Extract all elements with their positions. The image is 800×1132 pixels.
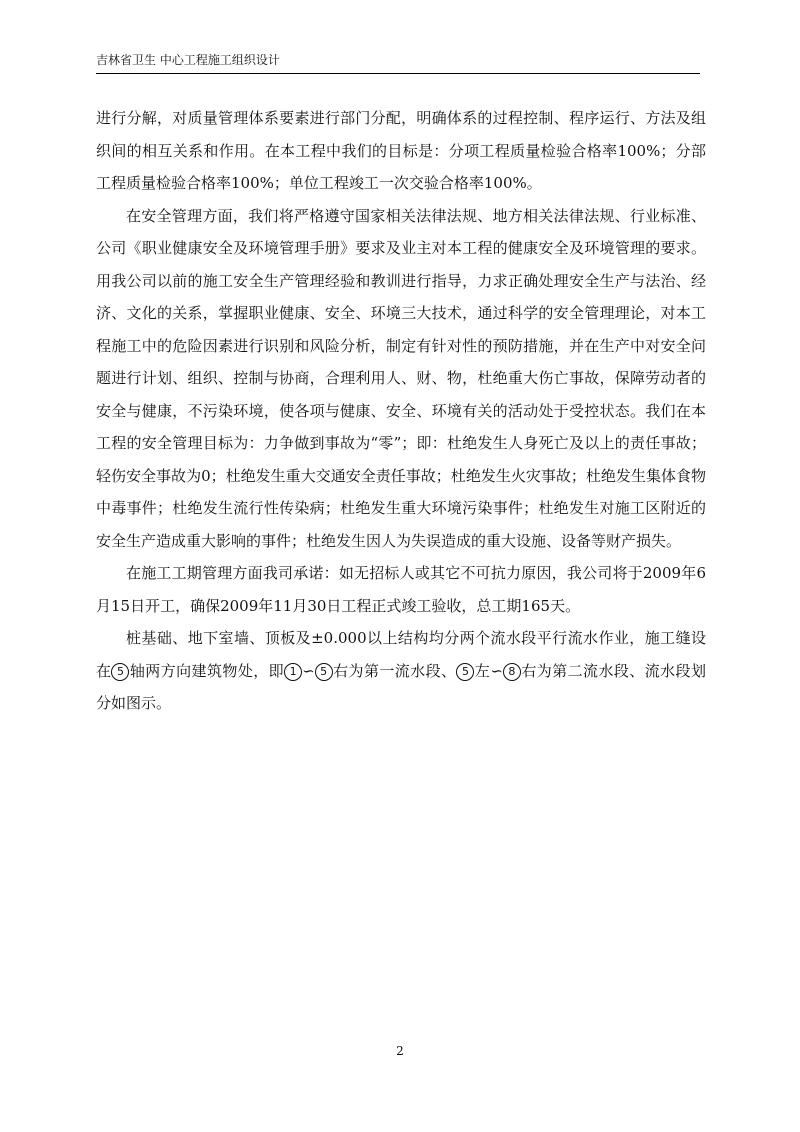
paragraph-schedule: 在施工工期管理方面我司承诺：如无招标人或其它不可抗力原因，我公司将于2009年6月15日开工，确保2009年11月30日工程正式竣工验收，总工期165天。: [96, 564, 706, 615]
flow-text: 右为第二流水段、流水段划分如图示。: [96, 661, 706, 712]
flow-text: 桩基础、地下室墙、顶板及±0.000以上结构均分两个流水段平行流水作业，施工缝设在: [96, 629, 706, 680]
flow-text: 轴两方向建筑物处，即: [129, 661, 285, 680]
paragraph-quality: 进行分解，对质量管理体系要素进行部门分配，明确体系的过程控制、程序运行、方法及组织间的相互关系和作用。在本工程中我们的目标是：分项工程质量检验合格率100%；分部工程质量检验合格率100%；单位工程竣工一次交验合格率100%。: [96, 109, 706, 192]
circled-axis-number: 5: [111, 663, 129, 681]
page-header: 吉林省卫生 中心工程施工组织设计: [96, 53, 280, 67]
paragraph-flow-sections: [96, 622, 706, 720]
flow-text: ∽: [302, 661, 315, 680]
page-number: 2: [396, 1044, 404, 1058]
circled-axis-number: 5: [315, 663, 333, 681]
paragraph-safety: 在安全管理方面，我们将严格遵守国家相关法律法规、地方相关法律法规、行业标准、公司《职业健康安全及环境管理手册》要求及业主对本工程的健康安全及环境管理的要求。用我公司以前的施工安全生产管理经验和教训进行指导，力求正确处理安全生产与法治、经济、文化的关系，掌握职业健康、安全、环境三大技术，通过科学的安全管理理论，对本工程施工中的危险因素进行识别和风险分析，制定有针对性的预防措施，并在生产中对安全问题进行计划、组织、控制与协商，合理利用人、财、物，杜绝重大伤亡事故，保障劳动者的安全与健康，不污染环境，使各项与健康、安全、环境有关的活动处于受控状态。我们在本工程的安全管理目标为：力争做到事故为“零”；即：杜绝发生人身死亡及以上的责任事故；轻伤安全事故为0；杜绝发生重大交通安全责任事故；杜绝发生火灾事故；杜绝发生集体食物中毒事件；杜绝发生流行性传染病；杜绝发生重大环境污染事件；杜绝发生对施工区附近的安全生产造成重大影响的事件；杜绝发生因人为失误造成的重大设施、设备等财产损失。: [96, 206, 706, 550]
circled-axis-number: 1: [284, 663, 302, 681]
circled-axis-number: 8: [503, 663, 521, 681]
header-divider: [96, 73, 700, 74]
document-body: [96, 102, 706, 720]
flow-text: 左∽: [474, 661, 503, 680]
flow-text: 右为第一流水段、: [332, 661, 457, 680]
circled-axis-number: 5: [456, 663, 474, 681]
